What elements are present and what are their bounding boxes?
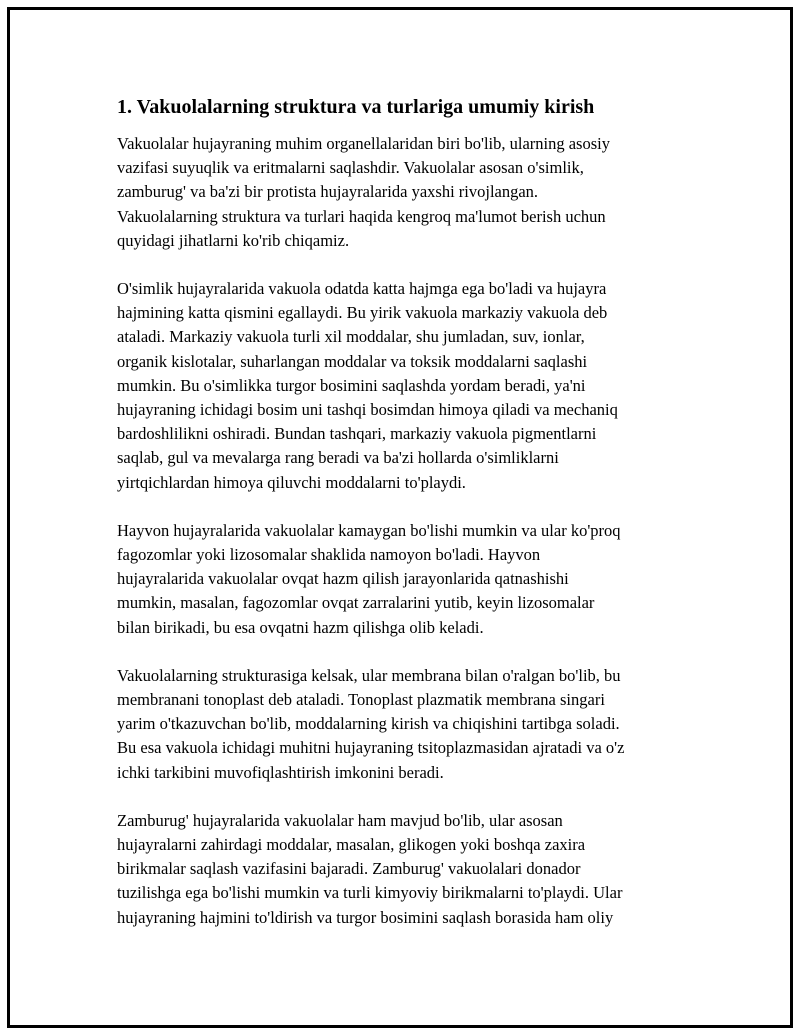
paragraph-vacuole-structure: Vakuolalarning strukturasiga kelsak, ular membrana bilan o'ralgan bo'lib, bu membranani tonoplast deb ataladi. Tonoplast plazmatik membrana singari yarim o'tkazuvchan bo'lib, moddalarning kirish va chiqishini tartibga soladi. Bu esa vakuola ichidagi muhitni hujayraning tsitoplazmasidan ajratadi va o'z ichki tarkibini muvofiqlashtirish imkonini beradi. [117, 665, 625, 782]
paragraph-animal-vacuole: Hayvon hujayralarida vakuolalar kamaygan bo'lishi mumkin va ular ko'proq fagozomlar yoki lizosomalar shaklida namoyon bo'ladi. Hayvon hujayralarida vakuolalar ovqat hazm qilish jarayonlarida qatnashishi mumkin, masalan, fagozomlar ovqat zarralarini yutib, keyin lizosomalar bilan birikadi, bu esa ovqatni hazm qilishga olib keladi. [117, 520, 621, 637]
paragraph-plant-vacuole: O'simlik hujayralarida vakuola odatda katta hajmga ega bo'ladi va hujayra hajmining katta qismini egallaydi. Bu yirik vakuola markaziy vakuola deb ataladi. Markaziy vakuola turli xil moddalar, shu jumladan, suv, ionlar, organik kislotalar, suharlangan moddalar va toksik moddalarni saqlashi mumkin. Bu o'simlikka turgor bosimini saqlashda yordam beradi, ya'ni hujayraning ichidagi bosim uni tashqi bosimdan himoya qiladi va mechaniq bardoshlilikni oshiradi. Bundan tashqari, markaziy vakuola pigmentlarni saqlab, gul va mevalarga rang beradi va ba'zi hollarda o'simliklarni yirtqichlardan himoya qiluvchi moddalarni to'playdi. [117, 279, 618, 492]
section-heading: 1. Vakuolalarning struktura va turlariga umumiy kirish [117, 96, 595, 118]
paragraph-fungal-vacuole: Zamburug' hujayralarida vakuolalar ham mavjud bo'lib, ular asosan hujayralarni zahirdagi moddalar, masalan, glikogen yoki boshqa zaxira birikmalar saqlash vazifasini bajaradi. Zamburug' vakuolalari donador tuzilishga ega bo'lishi mumkin va turli kimyoviy birikmalarni to'playdi. Ular hujayraning hajmini to'ldirish va turgor bosimini saqlash borasida ham oliy [117, 810, 623, 927]
document-body [117, 94, 677, 954]
paragraph-intro: Vakuolalar hujayraning muhim organellalaridan biri bo'lib, ularning asosiy vazifasi suyuqlik va eritmalarni saqlashdir. Vakuolalar asosan o'simlik, zamburug' va ba'zi bir protista hujayralarida yaxshi rivojlangan. Vakuolalarning struktura va turlari haqida kengroq ma'lumot berish uchun quyidagi jihatlarni ko'rib chiqamiz. [117, 134, 610, 250]
